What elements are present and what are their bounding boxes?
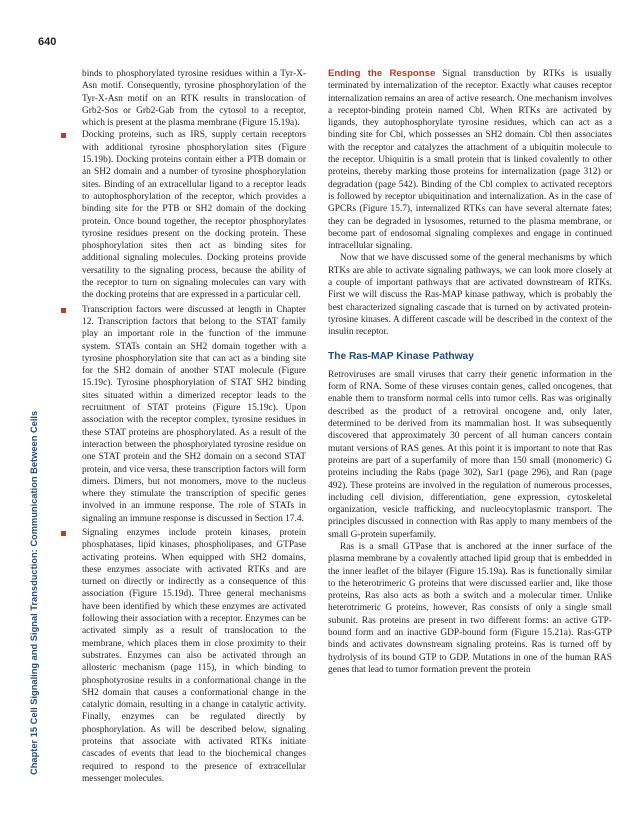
left-column [82, 68, 306, 785]
ending-response-paragraph [328, 68, 612, 252]
right-column [328, 68, 612, 676]
running-head: Chapter 15 Cell Signaling and Signal Transduction: Communication Between Cells [29, 410, 39, 775]
square-bullet-icon [61, 133, 66, 138]
ras-paragraph-2: Ras is a small GTPase that is anchored at the inner surface of the plasma membrane by a covalently attached lipid group that is embedded in the inner leaflet of the bilayer (Figure 15.19a). Ras is functionally similar to the heterotrimeric G proteins that were discussed earlier and, like those proteins, Ras also acts as both a switch and a molecular timer. Unlike heterotrimeric G proteins, however, Ras consists of only a single small subunit. Ras proteins are present in two different forms: an active GTP-bound form and an inactive GDP-bound form (Figure 15.21a). Ras-GTP binds and activates downstream signaling proteins. Ras is turned off by hydrolysis of its bound GTP to GDP. Mutations in one of the human RAS genes that lead to tumor formation prevent the protein [328, 541, 612, 675]
section-heading-ras-map: The Ras-MAP Kinase Pathway [328, 350, 474, 362]
square-bullet-icon [61, 308, 66, 313]
ending-response-text: Signal transduction by RTKs is usually terminated by internalization of the receptor. Exactly what causes receptor internalization remains an area of active research. One mechanism involves a receptor-binding protein named Cbl. When RTKs are activated by ligands, they autophosphorylate tyrosine residues, which can act as a binding site for Cbl, which possesses an SH2 domain. Cbl then associates with the receptor and catalyzes the attachment of a ubiquitin molecule to the receptor. Ubiquitin is a small protein that is linked covalently to other proteins, thereby marking those proteins for internalization (page 312) or degradation (page 542). Binding of the Cbl complex to activated receptors is followed by receptor ubiquitination and internalization. As in the case of GPCRs (Figure 15.7), internalized RTKs can have several alternate fates; they can be degraded in lysosomes, returned to the plasma membrane, or become part of endosomal signaling complexes and engage in continued intracellular signaling. [328, 69, 612, 252]
left-intro-paragraph: binds to phosphorylated tyrosine residues within a Tyr-X-Asn motif. Consequently, tyrosine phosphorylation of the Tyr-X-Asn motif on an RTK results in translocation of Grb2-Sos or Grb2-Gab from the cytosol to a receptor, which is present at the plasma membrane (Figure 15.19a). [82, 69, 306, 129]
ending-response-heading: Ending the Response [328, 68, 436, 79]
bullet-item-transcription-factors [82, 304, 306, 525]
bullet-item-docking-proteins [82, 129, 306, 301]
ras-paragraph-1: Retroviruses are small viruses that carry their genetic information in the form of RNA. Some of these viruses contain genes, called oncogenes, that enable them to transform normal cells into tumor cells. Ras was originally described as the product of a retroviral oncogene and, only later, determined to be derived from its mammalian host. It was subsequently discovered that approximately 30 percent of all human cancers contain mutant versions of RAS genes. At this point it is important to note that Ras proteins are part of a superfamily of more than 150 small (monomeric) G proteins including the Rabs (page 302), Sar1 (page 296), and Ran (page 492). These proteins are involved in the regulation of numerous processes, including cell division, differentiation, gene expression, cytoskeletal organization, vesicle trafficking, and nucleocytoplasmic transport. The principles discussed in connection with Ras apply to many members of the small G-protein superfamily. [328, 369, 612, 540]
bullet-text: Signaling enzymes include protein kinases, protein phosphatases, lipid kinases, phospholipases, and GTPase activating proteins. When equipped with SH2 domains, these enzymes associate with activated RTKs and are turned on directly or indirectly as a consequence of this association (Figure 15.19d). Three general mechanisms have been identified by which these enzymes are activated following their association with a receptor. Enzymes can be activated simply as a result of translocation to the membrane, which places them in close proximity to their substrates. Enzymes can also be activated through an allosteric mechanism (page 115), in which binding to phosphotyrosine results in a conformational change in the SH2 domain that causes a conformational change in the catalytic domain, resulting in a change in catalytic activity. Finally, enzymes can be regulated directly by phosphorylation. As will be described below, signaling proteins that associate with activated RTKs initiate cascades of events that lead to the biochemical changes required to respond to the presence of extracellular messenger molecules. [82, 527, 306, 784]
bullet-text: Docking proteins, such as IRS, supply certain receptors with additional tyrosine phosphorylation sites (Figure 15.19b). Docking proteins contain either a PTB domain or an SH2 domain and a number of tyrosine phosphorylation sites. Binding of an extracellular ligand to a receptor leads to autophosphorylation of the receptor, which provides a binding site for the PTB or SH2 domain of the docking protein. Once bound together, the receptor phosphorylates tyrosine residues present on the docking protein. These phosphorylation sites then act as binding sites for additional signaling molecules. Docking proteins provide versatility to the signaling process, because the ability of the receptor to turn on signaling molecules can vary with the docking proteins that are expressed in a particular cell. [82, 130, 306, 301]
square-bullet-icon [61, 531, 66, 536]
bullet-list [82, 129, 306, 785]
page-number: 640 [38, 36, 57, 48]
bullet-text: Transcription factors were discussed at length in Chapter 12. Transcription factors that belong to the STAT family play an important role in the function of the immune system. STATs contain an SH2 domain together with a tyrosine phosphorylation site that can act as a binding site for the SH2 domain of another STAT molecule (Figure 15.19c). Tyrosine phosphorylation of STAT SH2 binding sites situated within a dimerized receptor leads to the recruitment of STAT proteins (Figure 15.19c). Upon association with the receptor complex, tyrosine residues in these STAT proteins are phosphorylated. As a result of the interaction between the phosphorylated tyrosine residue on one STAT protein and the SH2 domain on a second STAT protein, and vice versa, these transcription factors will form dimers. Dimers, but not monomers, move to the nucleus where they stimulate the transcription of specific genes involved in an immune response. The role of STATs in signaling an immune response is discussed in Section 17.4. [82, 304, 306, 524]
transition-paragraph: Now that we have discussed some of the general mechanisms by which RTKs are able to activate signaling pathways, we can look more closely at a couple of important pathways that are activated downstream of RTKs. First we will discuss the Ras-MAP kinase pathway, which is probably the best characterized signaling cascade that is turned on by activated protein-tyrosine kinases. A different cascade will be described in the context of the insulin receptor. [328, 253, 612, 338]
bullet-item-signaling-enzymes [82, 527, 306, 785]
